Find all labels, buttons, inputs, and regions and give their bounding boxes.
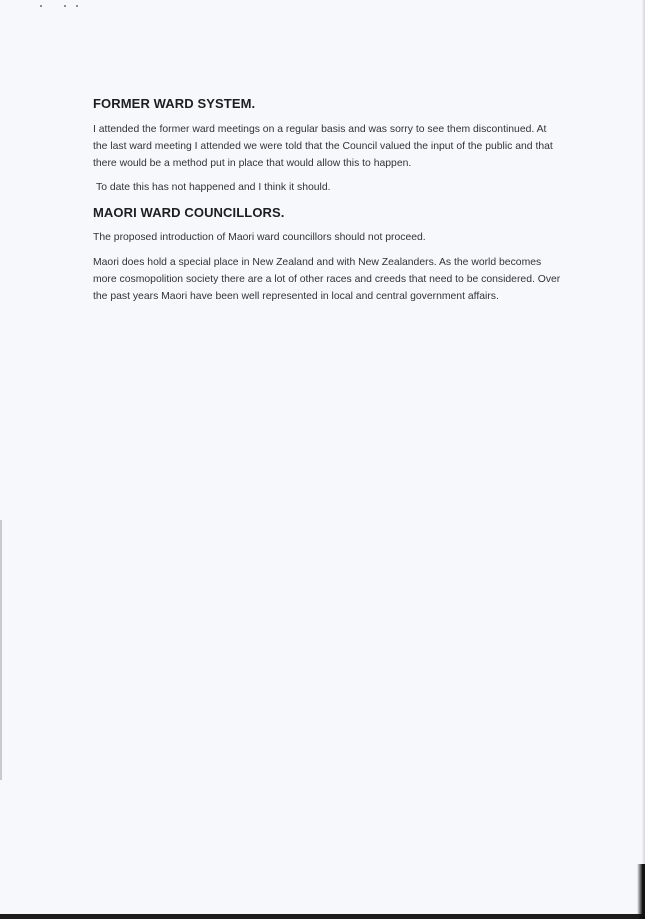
scan-edge-bottom [0, 914, 645, 919]
document-body [93, 96, 563, 305]
section-heading-maori-ward-councillors: MAORI WARD COUNCILLORS. [93, 205, 285, 220]
paragraph: I attended the former ward meetings on a regular basis and was sorry to see them discontinued. At the last ward meeting I attended we were told that the Council valued the input of the public and that there would be a method put in place that would allow this to happen. [93, 124, 553, 169]
scan-speck [40, 5, 42, 7]
scan-corner-mark [637, 864, 645, 919]
paragraph: Maori does hold a special place in New Zealand and with New Zealanders. As the world becomes more cosmopolition society there are a lot of other races and creeds that need to be considered. Over the past years Maori have been well represented in local and central government affairs. [93, 257, 561, 302]
paragraph: The proposed introduction of Maori ward councillors should not proceed. [93, 232, 426, 243]
scan-speck [76, 5, 78, 7]
paragraph: To date this has not happened and I think it should. [96, 182, 331, 193]
scan-speck [64, 5, 66, 7]
scan-edge-left [0, 520, 2, 780]
section-heading-former-ward-system: FORMER WARD SYSTEM. [93, 96, 256, 111]
scan-specks [38, 2, 88, 10]
